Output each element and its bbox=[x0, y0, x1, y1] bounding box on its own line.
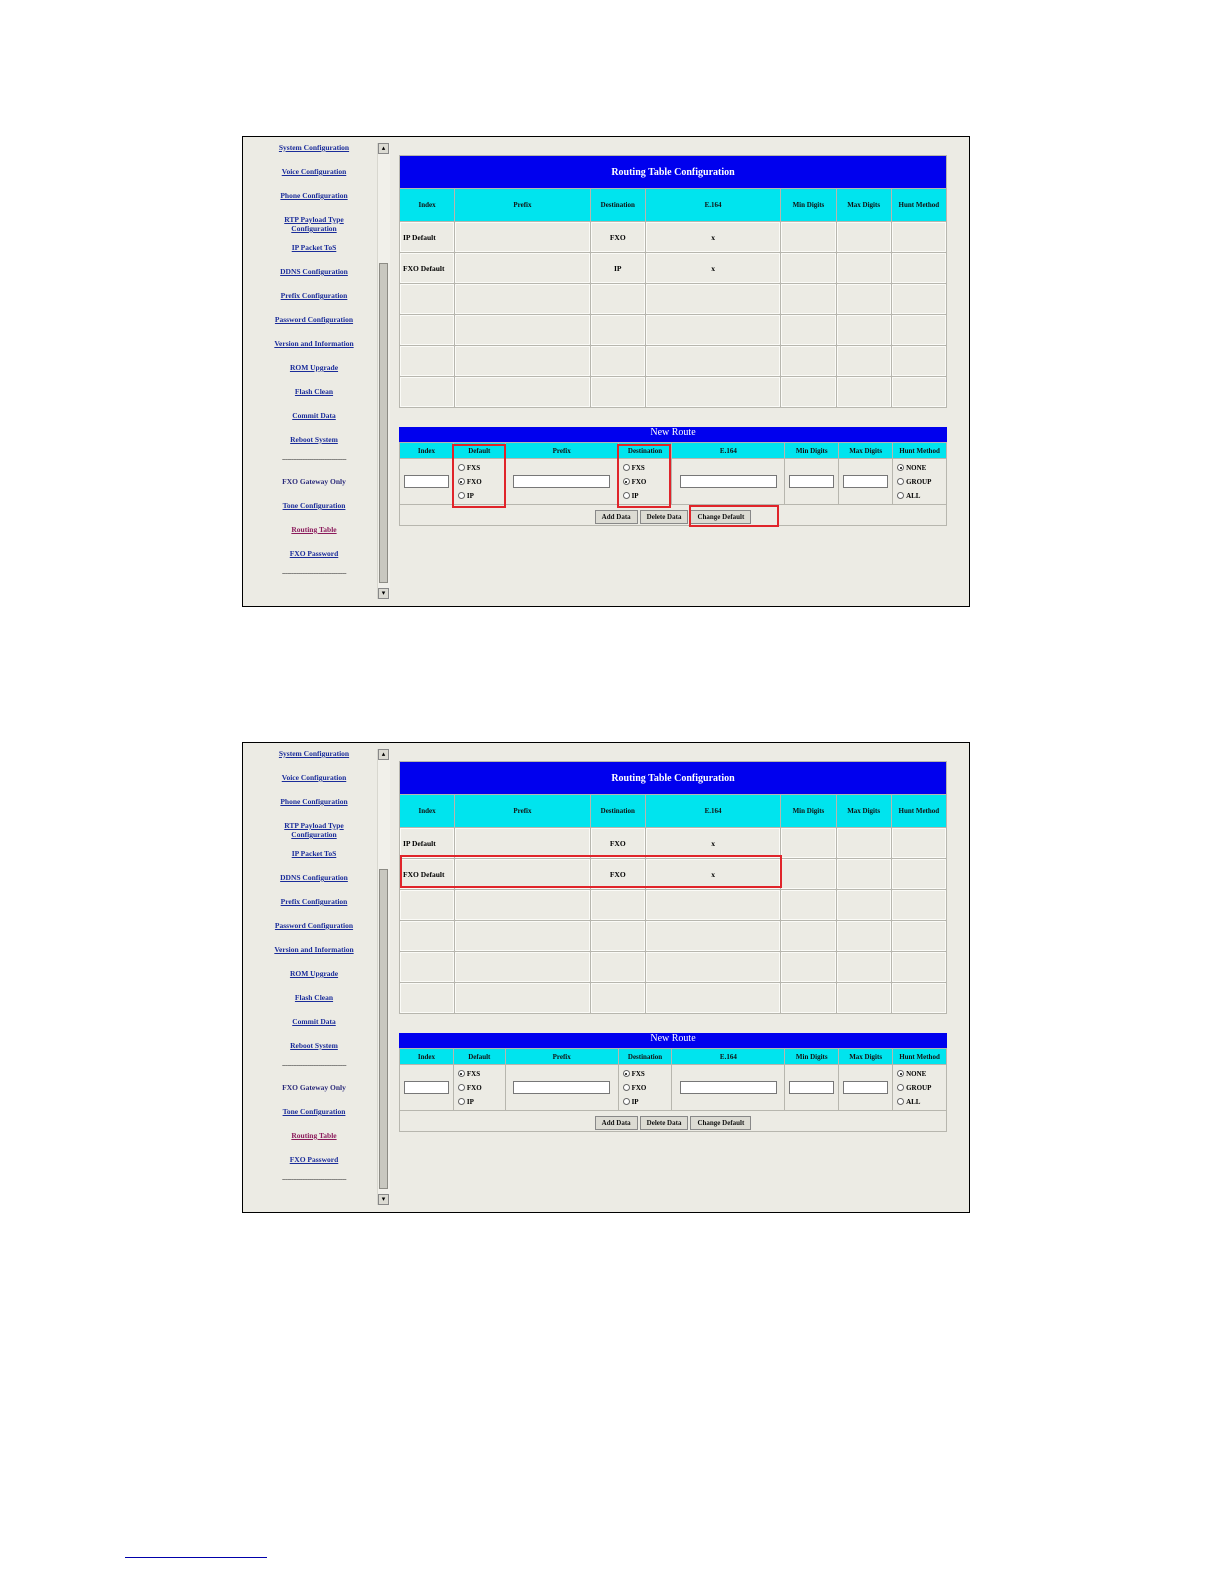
nav-link-prefix-configuration[interactable]: Prefix Configuration bbox=[280, 291, 348, 300]
nav-link-routing-table[interactable]: Routing Table bbox=[291, 1131, 337, 1140]
radio-label: IP bbox=[631, 1097, 639, 1106]
table-cell bbox=[400, 890, 454, 920]
nav-link-ddns-configuration[interactable]: DDNS Configuration bbox=[280, 267, 348, 276]
e164-input[interactable] bbox=[680, 1081, 777, 1094]
table-cell: FXO Default bbox=[400, 253, 454, 283]
table-cell bbox=[591, 284, 645, 314]
footnote-rule bbox=[125, 1557, 267, 1558]
table-cell bbox=[781, 284, 835, 314]
table-cell bbox=[892, 921, 946, 951]
nav-separator: ----------------------------------- bbox=[281, 455, 347, 463]
nav-link-version-and-information[interactable]: Version and Information bbox=[274, 339, 354, 348]
table-cell bbox=[781, 859, 835, 889]
column-header: E.164 bbox=[672, 443, 784, 458]
radio-label: FXO bbox=[631, 477, 647, 486]
table-cell bbox=[455, 952, 589, 982]
table-cell: FXO bbox=[591, 828, 645, 858]
routing-table-panel bbox=[399, 155, 947, 408]
table-cell bbox=[837, 828, 891, 858]
radio-label: NONE bbox=[906, 1069, 927, 1078]
table-cell bbox=[837, 346, 891, 376]
radio-label: IP bbox=[631, 491, 639, 500]
table-cell bbox=[837, 284, 891, 314]
column-header: Prefix bbox=[506, 443, 618, 458]
radio-label: GROUP bbox=[906, 477, 932, 486]
nav-scrollbar[interactable] bbox=[377, 143, 390, 599]
table-cell bbox=[646, 952, 780, 982]
table-cell bbox=[646, 890, 780, 920]
table-cell bbox=[455, 890, 589, 920]
nav-link-fxo-password[interactable]: FXO Password bbox=[289, 1155, 339, 1164]
nav-link-system-configuration[interactable]: System Configuration bbox=[278, 143, 350, 152]
table-cell bbox=[781, 952, 835, 982]
radio-button-icon[interactable] bbox=[897, 1084, 904, 1091]
nav-link-voice-configuration[interactable]: Voice Configuration bbox=[281, 773, 347, 782]
table-cell bbox=[892, 952, 946, 982]
table-cell bbox=[591, 952, 645, 982]
table-cell bbox=[781, 983, 835, 1013]
table-row bbox=[400, 828, 946, 858]
scroll-up-arrow-icon[interactable]: ▴ bbox=[378, 749, 389, 760]
nav-link-routing-table[interactable]: Routing Table bbox=[291, 525, 337, 534]
column-header: Default bbox=[454, 443, 505, 458]
table-cell bbox=[646, 921, 780, 951]
table-cell bbox=[455, 346, 589, 376]
table-row bbox=[400, 952, 946, 982]
column-header: Index bbox=[400, 1049, 453, 1064]
max-digits-input[interactable] bbox=[843, 475, 888, 488]
table-cell bbox=[400, 983, 454, 1013]
default-option-fxs[interactable] bbox=[458, 1067, 504, 1081]
table-cell bbox=[455, 315, 589, 345]
default-radio-group bbox=[454, 1065, 505, 1110]
column-header: Hunt Method bbox=[892, 795, 946, 827]
column-header: Max Digits bbox=[837, 795, 891, 827]
hunt-method-option-all[interactable] bbox=[897, 489, 945, 503]
column-header: Destination bbox=[591, 795, 645, 827]
radio-label: FXS bbox=[631, 463, 645, 472]
table-cell: FXO bbox=[591, 222, 645, 252]
table-cell: FXO Default bbox=[400, 859, 454, 889]
min-digits-input[interactable] bbox=[789, 1081, 834, 1094]
table-cell: x bbox=[646, 253, 780, 283]
screenshot-1 bbox=[242, 136, 970, 607]
table-cell bbox=[892, 828, 946, 858]
nav-separator: ----------------------------------- bbox=[281, 569, 347, 577]
table-cell bbox=[781, 828, 835, 858]
table-cell bbox=[591, 890, 645, 920]
column-header: E.164 bbox=[646, 795, 780, 827]
table-cell bbox=[400, 315, 454, 345]
nav-link-prefix-configuration[interactable]: Prefix Configuration bbox=[280, 897, 348, 906]
table-cell: x bbox=[646, 859, 780, 889]
radio-label: FXS bbox=[466, 1069, 481, 1078]
table-cell bbox=[400, 346, 454, 376]
table-cell bbox=[892, 315, 946, 345]
table-cell bbox=[837, 952, 891, 982]
scroll-thumb[interactable] bbox=[379, 263, 388, 583]
radio-label: FXS bbox=[466, 463, 481, 472]
column-header: Prefix bbox=[506, 1049, 618, 1064]
table-cell bbox=[892, 253, 946, 283]
nav-link-rom-upgrade[interactable]: ROM Upgrade bbox=[289, 363, 339, 372]
column-header: E.164 bbox=[672, 1049, 784, 1064]
table-cell: IP Default bbox=[400, 222, 454, 252]
column-header: Min Digits bbox=[781, 795, 835, 827]
nav-link-phone-configuration[interactable]: Phone Configuration bbox=[280, 191, 348, 200]
table-cell bbox=[837, 222, 891, 252]
change-default-button[interactable]: Change Default bbox=[690, 1116, 751, 1130]
table-row bbox=[400, 222, 946, 252]
delete-data-button[interactable]: Delete Data bbox=[640, 510, 689, 524]
nav-separator: ----------------------------------- bbox=[281, 1175, 347, 1183]
min-digits-input[interactable] bbox=[789, 475, 834, 488]
column-header: Index bbox=[400, 189, 454, 221]
column-header: Max Digits bbox=[839, 1049, 892, 1064]
nav-link-rtp-payload-type-configuration[interactable]: RTP Payload Type Configuration bbox=[284, 821, 344, 839]
table-cell bbox=[837, 315, 891, 345]
hunt-method-option-none[interactable] bbox=[897, 461, 945, 475]
nav-link-password-configuration[interactable]: Password Configuration bbox=[274, 921, 354, 930]
nav-link-version-and-information[interactable]: Version and Information bbox=[274, 945, 354, 954]
radio-button-icon[interactable] bbox=[623, 1098, 630, 1105]
index-input[interactable] bbox=[404, 1081, 449, 1094]
table-cell: IP Default bbox=[400, 828, 454, 858]
table-cell bbox=[591, 983, 645, 1013]
column-header: Hunt Method bbox=[892, 189, 946, 221]
table-cell bbox=[837, 377, 891, 407]
nav-panel bbox=[251, 143, 377, 599]
column-header: Min Digits bbox=[785, 1049, 838, 1064]
new-route-title: New Route bbox=[399, 427, 947, 442]
table-cell bbox=[646, 346, 780, 376]
hunt-method-option-group[interactable] bbox=[897, 1081, 945, 1095]
change-default-button[interactable]: Change Default bbox=[690, 510, 751, 524]
nav-separator: ----------------------------------- bbox=[281, 1061, 347, 1069]
scroll-down-arrow-icon[interactable]: ▾ bbox=[378, 588, 389, 599]
table-cell bbox=[646, 284, 780, 314]
routing-table-title: Routing Table Configuration bbox=[400, 762, 946, 794]
table-cell bbox=[455, 377, 589, 407]
default-option-ip[interactable] bbox=[458, 1095, 504, 1109]
radio-button-icon[interactable] bbox=[623, 1070, 630, 1077]
radio-label: FXO bbox=[631, 1083, 647, 1092]
table-row bbox=[400, 983, 946, 1013]
table-row bbox=[400, 921, 946, 951]
radio-button-icon[interactable] bbox=[897, 1070, 904, 1077]
index-input[interactable] bbox=[404, 475, 449, 488]
radio-label: FXO bbox=[466, 477, 482, 486]
nav-panel bbox=[251, 749, 377, 1205]
add-data-button[interactable]: Add Data bbox=[595, 510, 638, 524]
table-row bbox=[400, 284, 946, 314]
nav-link-tone-configuration[interactable]: Tone Configuration bbox=[282, 1107, 346, 1116]
nav-link-fxo-gateway-only: FXO Gateway Only bbox=[282, 1083, 346, 1092]
screenshot-2 bbox=[242, 742, 970, 1213]
table-cell bbox=[400, 377, 454, 407]
delete-data-button[interactable]: Delete Data bbox=[640, 1116, 689, 1130]
highlight-fxo-default-row bbox=[400, 855, 782, 888]
table-cell bbox=[455, 828, 589, 858]
prefix-input[interactable] bbox=[513, 475, 610, 488]
table-cell bbox=[400, 284, 454, 314]
column-header: Index bbox=[400, 443, 453, 458]
table-cell bbox=[646, 377, 780, 407]
nav-link-reboot-system[interactable]: Reboot System bbox=[290, 435, 338, 444]
column-header: Hunt Method bbox=[893, 443, 946, 458]
nav-link-ip-packet-tos[interactable]: IP Packet ToS bbox=[291, 243, 337, 252]
destination-option-ip[interactable] bbox=[623, 1095, 671, 1109]
table-cell bbox=[591, 346, 645, 376]
table-cell bbox=[455, 284, 589, 314]
radio-label: NONE bbox=[906, 463, 927, 472]
radio-button-icon[interactable] bbox=[458, 1084, 465, 1091]
table-cell bbox=[591, 377, 645, 407]
radio-button-icon[interactable] bbox=[897, 464, 904, 471]
table-row bbox=[400, 890, 946, 920]
table-cell bbox=[892, 890, 946, 920]
column-header: Min Digits bbox=[781, 189, 835, 221]
table-cell bbox=[892, 983, 946, 1013]
hunt-method-radio-group bbox=[893, 459, 946, 504]
nav-link-ip-packet-tos[interactable]: IP Packet ToS bbox=[291, 849, 337, 858]
scroll-up-arrow-icon[interactable]: ▴ bbox=[378, 143, 389, 154]
radio-label: ALL bbox=[906, 1097, 921, 1106]
table-row bbox=[400, 253, 946, 283]
table-cell bbox=[837, 253, 891, 283]
nav-link-rtp-payload-type-configuration[interactable]: RTP Payload Type Configuration bbox=[284, 215, 344, 233]
destination-option-fxo[interactable] bbox=[623, 1081, 671, 1095]
table-cell: x bbox=[646, 222, 780, 252]
table-cell bbox=[400, 952, 454, 982]
table-cell bbox=[837, 983, 891, 1013]
max-digits-input[interactable] bbox=[843, 1081, 888, 1094]
table-cell bbox=[781, 315, 835, 345]
column-header: Hunt Method bbox=[893, 1049, 946, 1064]
nav-link-flash-clean[interactable]: Flash Clean bbox=[294, 993, 334, 1002]
table-cell bbox=[455, 222, 589, 252]
radio-label: FXO bbox=[466, 1083, 482, 1092]
column-header: Destination bbox=[619, 443, 672, 458]
column-header: Prefix bbox=[455, 795, 589, 827]
table-cell bbox=[781, 890, 835, 920]
nav-link-fxo-gateway-only: FXO Gateway Only bbox=[282, 477, 346, 486]
table-cell bbox=[781, 921, 835, 951]
radio-label: GROUP bbox=[906, 1083, 932, 1092]
hunt-method-option-none[interactable] bbox=[897, 1067, 945, 1081]
table-cell bbox=[591, 315, 645, 345]
column-header: Destination bbox=[619, 1049, 672, 1064]
table-cell bbox=[646, 983, 780, 1013]
nav-link-rom-upgrade[interactable]: ROM Upgrade bbox=[289, 969, 339, 978]
nav-link-ddns-configuration[interactable]: DDNS Configuration bbox=[280, 873, 348, 882]
table-cell bbox=[455, 921, 589, 951]
radio-label: IP bbox=[466, 491, 474, 500]
hunt-method-radio-group bbox=[893, 1065, 946, 1110]
column-header: Max Digits bbox=[837, 189, 891, 221]
routing-table bbox=[399, 155, 947, 408]
nav-link-commit-data[interactable]: Commit Data bbox=[292, 1017, 336, 1026]
scroll-down-arrow-icon[interactable]: ▾ bbox=[378, 1194, 389, 1205]
e164-input[interactable] bbox=[680, 475, 777, 488]
radio-button-icon[interactable] bbox=[458, 1070, 465, 1077]
hunt-method-option-group[interactable] bbox=[897, 475, 945, 489]
table-cell bbox=[837, 890, 891, 920]
table-cell bbox=[781, 346, 835, 376]
highlight-destination-column bbox=[617, 444, 671, 508]
nav-link-fxo-password[interactable]: FXO Password bbox=[289, 549, 339, 558]
default-option-fxo[interactable] bbox=[458, 1081, 504, 1095]
table-cell bbox=[892, 284, 946, 314]
scroll-thumb[interactable] bbox=[379, 869, 388, 1189]
column-header: Index bbox=[400, 795, 454, 827]
table-cell bbox=[892, 377, 946, 407]
table-cell bbox=[837, 921, 891, 951]
nav-scrollbar[interactable] bbox=[377, 749, 390, 1205]
nav-link-voice-configuration[interactable]: Voice Configuration bbox=[281, 167, 347, 176]
table-cell bbox=[646, 315, 780, 345]
radio-label: FXS bbox=[631, 1069, 645, 1078]
table-cell: FXO bbox=[591, 859, 645, 889]
column-header: E.164 bbox=[646, 189, 780, 221]
table-cell bbox=[892, 222, 946, 252]
radio-label: ALL bbox=[906, 491, 921, 500]
table-row bbox=[400, 377, 946, 407]
highlight-change-default-button bbox=[689, 505, 779, 527]
nav-link-system-configuration[interactable]: System Configuration bbox=[278, 749, 350, 758]
radio-button-icon[interactable] bbox=[897, 1098, 904, 1105]
table-cell bbox=[455, 983, 589, 1013]
radio-button-icon[interactable] bbox=[623, 1084, 630, 1091]
radio-label: IP bbox=[466, 1097, 474, 1106]
nav-link-phone-configuration[interactable]: Phone Configuration bbox=[280, 797, 348, 806]
table-cell bbox=[455, 253, 589, 283]
new-route-form bbox=[399, 1033, 947, 1132]
radio-button-icon[interactable] bbox=[897, 492, 904, 499]
radio-button-icon[interactable] bbox=[458, 1098, 465, 1105]
nav-link-reboot-system[interactable]: Reboot System bbox=[290, 1041, 338, 1050]
table-cell bbox=[591, 921, 645, 951]
destination-radio-group bbox=[619, 1065, 672, 1110]
nav-link-commit-data[interactable]: Commit Data bbox=[292, 411, 336, 420]
radio-button-icon[interactable] bbox=[897, 478, 904, 485]
prefix-input[interactable] bbox=[513, 1081, 610, 1094]
table-cell bbox=[400, 921, 454, 951]
highlight-default-column bbox=[452, 444, 506, 508]
nav-link-password-configuration[interactable]: Password Configuration bbox=[274, 315, 354, 324]
hunt-method-option-all[interactable] bbox=[897, 1095, 945, 1109]
table-cell bbox=[892, 859, 946, 889]
table-row bbox=[400, 346, 946, 376]
table-cell bbox=[781, 222, 835, 252]
column-header: Min Digits bbox=[785, 443, 838, 458]
new-route-title: New Route bbox=[399, 1033, 947, 1048]
nav-link-flash-clean[interactable]: Flash Clean bbox=[294, 387, 334, 396]
table-cell bbox=[837, 859, 891, 889]
nav-link-tone-configuration[interactable]: Tone Configuration bbox=[282, 501, 346, 510]
table-row bbox=[400, 315, 946, 345]
table-cell bbox=[781, 377, 835, 407]
table-cell: IP bbox=[591, 253, 645, 283]
column-header: Default bbox=[454, 1049, 505, 1064]
add-data-button[interactable]: Add Data bbox=[595, 1116, 638, 1130]
table-cell: x bbox=[646, 828, 780, 858]
routing-table-title: Routing Table Configuration bbox=[400, 156, 946, 188]
table-cell bbox=[781, 253, 835, 283]
column-header: Destination bbox=[591, 189, 645, 221]
column-header: Max Digits bbox=[839, 443, 892, 458]
destination-option-fxs[interactable] bbox=[623, 1067, 671, 1081]
table-cell bbox=[892, 346, 946, 376]
column-header: Prefix bbox=[455, 189, 589, 221]
